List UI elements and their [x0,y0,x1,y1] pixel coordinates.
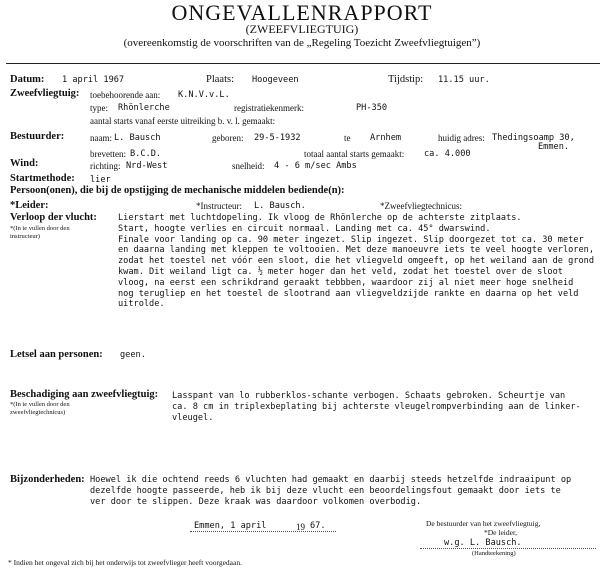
type-label: type: [90,103,108,113]
type-value: Rhönlerche [118,103,170,113]
bijzonderheden-line: dezelfde hoogte passeerde, heb ik bij deze vlucht een beoordelingsfout gemaakt door iets te [90,485,561,496]
verloop-line: Start, hoogte verlies en circuit normaal. Landing met ca. 45° dwarswind. [118,223,491,234]
beschadiging-line: ca. 8 cm in triplexbeplating bij achterste vleugelrompverbinding aan de linker- [172,401,581,412]
plaats-label: Plaats: [206,74,234,85]
adres-city: Emmen. [538,142,570,152]
te-label: te [344,133,351,143]
sign-line-bestuurder: De bestuurder van het zweefvliegtuig, [426,519,541,528]
naam-label: naam: [90,133,112,143]
sign-line-leider: *De leider, [484,528,518,537]
verloop-line: en daarna landing met kleppen te voltooien. Met deze manoeuvre iets te veel hoogte verloren, [118,245,594,256]
datum-value: 1 april 1967 [62,75,125,85]
toebehoorende-label: toebehoorende aan: [90,90,161,100]
beschadiging-line: Lasspant van lo rubberklos-schante verbogen. Schaats gebroken. Scheurtje van [172,391,566,401]
wind-label: Wind: [10,158,39,169]
letsel-value: geen. [120,350,146,360]
registratiekenmerk-label: registratiekenmerk: [234,103,304,113]
verloop-line: kwam. Dit weiland ligt ca. ½ meter hoger dan het veld, zodat het toestel over de sloot [118,266,563,277]
verloop-line: zodat het toestel net vóór een sloot, die het vliegveld omgeeft, op het weiland aan de grond [118,256,594,267]
adres-value: Thedingsoamp 30, [492,133,575,143]
totaal-starts-value: ca. 4.000 [424,149,471,159]
beschadiging-label: Beschadiging aan zweefvliegtuig: [10,389,159,400]
aantal-starts-toestel-label: aantal starts vanaf eerste uitreiking b. v. l. gemaakt: [90,116,276,126]
bijzonderheden-text [90,475,600,507]
bijzonderheden-line: ver door te slippen. Deze kraak was daardoor volkomen overbodig. [90,496,422,507]
verloop-line: uitrolde. [118,299,165,310]
tijdstip-value: 11.15 uur. [438,75,490,85]
geboren-label: geboren: [212,133,244,143]
tijdstip-label: Tijdstip: [388,74,424,85]
bijzonderheden-line: Hoewel ik die ochtend reeds 6 vluchten had gemaakt en daarbij steeds hetzelfde indraaipunt op [90,475,572,485]
startmethode-label: Startmethode: [10,173,75,184]
divider [6,63,600,64]
registratiekenmerk-value: PH-350 [356,103,388,113]
technicus-label: *Zweefvliegtechnicus: [380,201,462,211]
report-regulation-note: (overeenkomstig de voorschriften van de „Regeling Toezicht Zweefvliegtuigen”) [123,37,481,49]
verloop-line: nog terugliep en het toestel de slootrand aan vliegveldzijde rankte en daarna op het veld [118,288,579,299]
verloop-line: Finale voor landing op ca. 90 meter ingezet. Slip ingezet. Slip doorgezet tot ca. 30 meter [118,234,584,245]
footnote: * Indien het ongeval zich bij het onderwijs tot zweefvlieger heeft voorgedaan. [8,558,242,567]
bijzonderheden-label: Bijzonderheden: [10,474,85,485]
footer-year-prefix: 19 [296,522,305,532]
totaal-starts-label: totaal aantal starts gemaakt: [304,149,405,159]
letsel-label: Letsel aan personen: [10,349,103,360]
verloop-text [118,213,598,310]
richting-value: Nrd-West [126,161,168,171]
richting-label: richting: [90,161,121,171]
verloop-line: Lierstart met luchtdopeling. Ik vloog de Rhönlerche op de achterste zitplaats. [118,213,522,223]
report-title: ONGEVALLENRAPPORT [171,0,433,25]
beschadiging-note: *(In te vullen door den zweefvliegtechnicus) [10,401,70,416]
instructeur-label: *Instructeur: [196,201,242,211]
brevetten-label: brevetten: [90,149,126,159]
report-subtitle: (ZWEEFVLIEGTUIG) [245,22,359,36]
beschadiging-line: vleugel. [172,412,214,423]
startmethode-value: lier [90,175,111,185]
leider-label: *Leider: [10,200,49,211]
datum-label: Datum: [10,74,45,85]
handtekening-caption: (Handteekening) [472,550,516,557]
personen-label: Persoon(onen), die bij de opstijging de mechanische middelen bediende(n): [10,185,345,196]
beschadiging-text [172,391,598,423]
te-value: Arnhem [370,133,402,143]
verloop-note: *(In te vullen door den instructeur) [10,225,70,240]
verloop-line: vloog, na eerst een schrikdrand geraakt tebbben, waardoor zij al niet meer hoge snelheid [118,277,574,288]
signature-line [420,548,596,549]
adres-label: huidig adres: [438,133,485,143]
date-line [190,531,336,532]
signature: w.g. L. Bausch. [444,538,522,548]
naam-value: L. Bausch [114,133,161,143]
footer-year-suffix: 67. [310,521,326,531]
snelheid-label: snelheid: [232,161,265,171]
toebehoorende-value: K.N.V.v.L. [178,90,230,100]
snelheid-value: 4 - 6 m/sec Ambs [274,161,357,171]
zweefvliegtuig-label: Zweefvliegtuig: [10,88,80,99]
geboren-value: 29-5-1932 [254,133,301,143]
brevetten-value: B.C.D. [130,149,162,159]
plaats-value: Hoogeveen [252,75,299,85]
bestuurder-label: Bestuurder: [10,131,65,142]
instructeur-value: L. Bausch. [254,201,306,211]
verloop-label: Verloop der vlucht: [10,212,97,223]
footer-place-date: Emmen, 1 april [194,521,267,531]
